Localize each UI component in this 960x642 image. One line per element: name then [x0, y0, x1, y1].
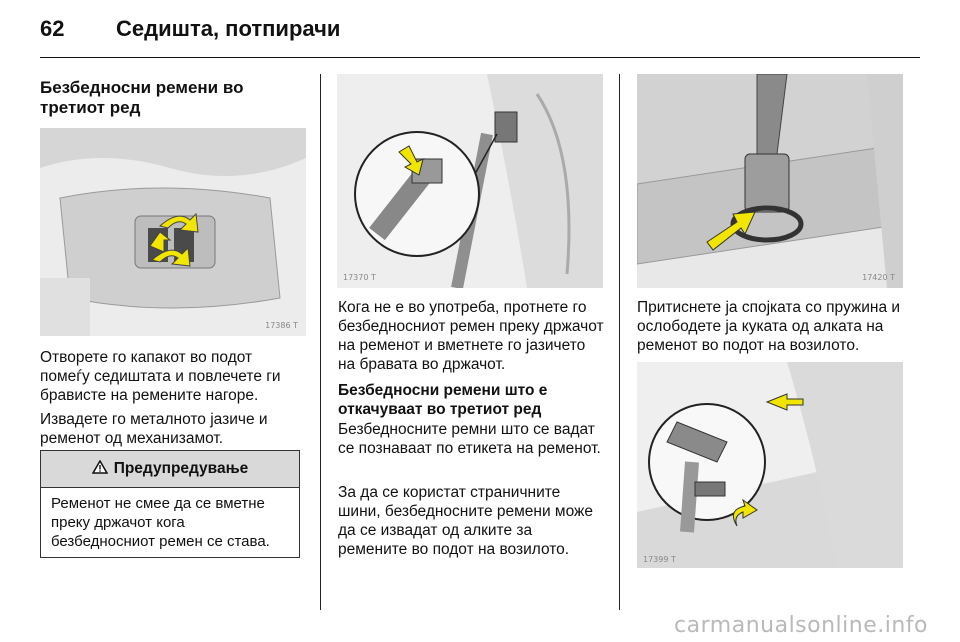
page-number: 62: [40, 16, 65, 41]
column-divider-1: [320, 74, 321, 610]
warning-text: Ременот не смее да се вметне преку држачот кога безбедносниот ремен се става.: [51, 495, 270, 550]
warning-box: [40, 450, 300, 558]
paragraph-stow-belt: Кога не е во употреба, протнете го безбедносниот ремен преку држачот на ременот и вметнете го јазичето на бравата во држачот.: [338, 299, 604, 373]
figure-code: 17386 T: [265, 321, 298, 330]
warning-title: Предупредување: [113, 460, 249, 477]
paragraph-label-identify: Безбедносните ремни што се вадат се познаваат по етикета на ременот.: [338, 421, 601, 457]
figure-code: 17370 T: [343, 273, 376, 282]
warning-triangle-icon: [92, 460, 108, 479]
figure-belt-holder: [337, 74, 603, 288]
figure-code: 17420 T: [862, 273, 895, 282]
header-divider: [40, 57, 920, 58]
section-heading-removable-belts: Безбедносни ремени што е откачуваат во третиот ред: [338, 382, 548, 418]
paragraph-release-hook: Притиснете ја спојката со пружина и ослободете ја куката од алката на ременот во подот на возилото.: [637, 299, 901, 354]
figure-code: 17399 T: [643, 555, 676, 564]
figure-spring-clip: [637, 74, 903, 288]
watermark: carmanualsonline.info: [674, 613, 928, 638]
paragraph-side-rails: За да се користат страничните шини, безбедносните ремени може да се извадат од алките за ремените во подот на возилото.: [338, 484, 594, 558]
warning-header: [41, 451, 299, 488]
page-title: Седишта, потпирачи: [116, 16, 341, 41]
figure-floor-cover: [40, 128, 306, 336]
figure-belt-rings: [637, 362, 903, 568]
section-heading-third-row: Безбедносни ремени во третиот ред: [40, 78, 244, 117]
paragraph-open-cover: Отворете го капакот во подот помеѓу седиштата и повлечете ги брависте на ремените нагоре.: [40, 349, 281, 404]
paragraph-remove-tongue: Извадете го металното јазиче и ременот од механизамот.: [40, 411, 268, 447]
column-divider-2: [619, 74, 620, 610]
